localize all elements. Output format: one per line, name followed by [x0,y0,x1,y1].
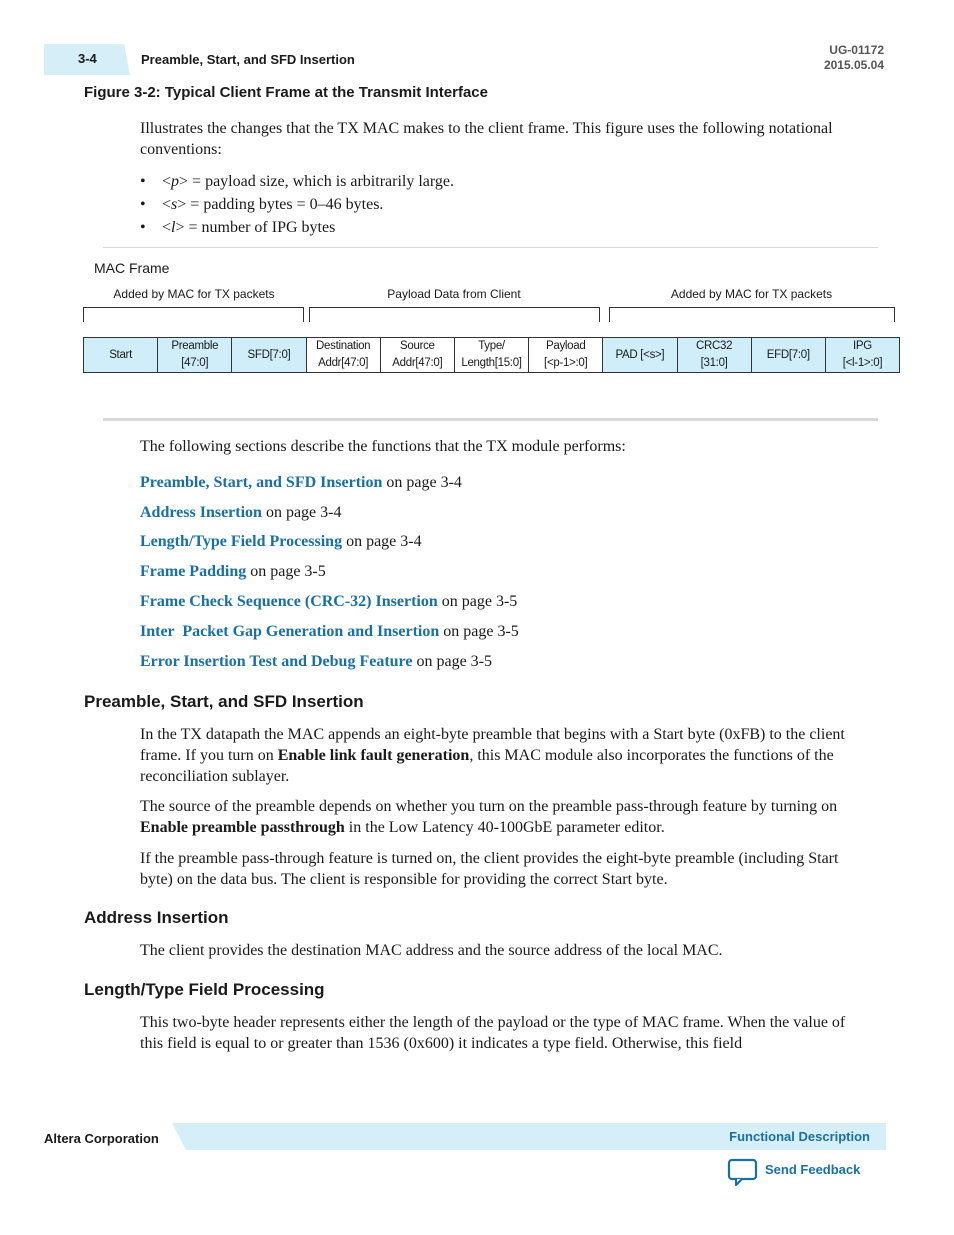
frame-field-crc32: CRC32 [31:0] [678,338,752,372]
frame-field-pad: PAD [<s>] [603,338,677,372]
frame-field-ipg: IPG [<l-1>:0] [826,338,899,372]
notation-item-p: • <p> = payload size, which is arbitrarily large. [140,170,454,193]
frame-field-sfd: SFD[7:0] [232,338,306,372]
link-crc32-insertion[interactable]: Frame Check Sequence (CRC-32) Insertion [140,593,438,610]
link-row-crc: Frame Check Sequence (CRC-32) Insertion on page 3-5 [140,593,518,610]
preamble-paragraph-2: The source of the preamble depends on whether you turn on the preamble pass-through feature by turning on Enable preamble passthrough in the Low Latency 40-100GbE parameter editor. [140,798,838,836]
link-error-insertion-test[interactable]: Error Insertion Test and Debug Feature [140,653,413,670]
footer-chapter-link[interactable]: Functional Description [729,1129,870,1144]
link-row-frame-padding: Frame Padding on page 3-5 [140,563,326,580]
frame-field-preamble: Preamble [47:0] [158,338,232,372]
footer-company: Altera Corporation [44,1131,159,1146]
frame-field-efd: EFD[7:0] [752,338,826,372]
feedback-speech-bubble-icon[interactable] [727,1158,759,1186]
group-bracket-mac-start [83,307,304,322]
link-address-insertion[interactable]: Address Insertion [140,504,262,521]
group-bracket-mac-end [609,307,895,322]
notation-item-s: • <s> = padding bytes = 0–46 bytes. [140,193,454,216]
figure-intro: Illustrates the changes that the TX MAC makes to the client frame. This figure uses the following notational conventions: [140,120,833,158]
heading-preamble-insertion: Preamble, Start, and SFD Insertion [84,692,364,711]
length-type-paragraph-1: This two-byte header represents either the length of the payload or the type of MAC frame. When the value of this field is equal to or greater than 1536 (0x600) it indicates a type field. Otherwise, this field [140,1014,846,1052]
link-ipg-generation[interactable]: Inter Packet Gap Generation and Insertion [140,623,440,640]
link-length-type-processing[interactable]: Length/Type Field Processing [140,533,343,550]
doc-id-block [824,43,884,73]
group-label-mac-start: Added by MAC for TX packets [113,287,275,301]
address-paragraph-1: The client provides the destination MAC address and the source address of the local MAC. [140,942,723,959]
mac-frame-row [83,337,900,373]
sections-intro: The following sections describe the functions that the TX module performs: [140,438,626,455]
page-number: 3-4 [78,51,97,66]
figure-top-rule [103,247,878,248]
frame-field-destination: Destination Addr[47:0] [307,338,381,372]
doc-date: 2015.05.04 [823,58,884,72]
link-row-length-type: Length/Type Field Processing on page 3-4 [140,533,422,550]
heading-address-insertion: Address Insertion [84,908,229,927]
running-header-title: Preamble, Start, and SFD Insertion [141,52,355,67]
link-frame-padding[interactable]: Frame Padding [140,563,247,580]
notation-list [140,170,454,239]
figure-bottom-rule [103,418,878,421]
heading-length-type: Length/Type Field Processing [84,980,325,999]
group-label-client: Payload Data from Client [387,287,521,301]
doc-id: UG-01172 [829,43,884,57]
send-feedback-link[interactable]: Send Feedback [765,1162,861,1177]
link-row-address: Address Insertion on page 3-4 [140,504,342,521]
link-row-ipg: Inter Packet Gap Generation and Insertion on page 3-5 [140,623,519,640]
link-row-error-insertion: Error Insertion Test and Debug Feature on page 3-5 [140,653,492,670]
notation-item-l: • <l> = number of IPG bytes [140,216,454,239]
frame-field-type-length: Type/ Length[15:0] [455,338,529,372]
diagram-caption: MAC Frame [94,260,170,276]
group-label-mac-end: Added by MAC for TX packets [670,287,833,301]
link-preamble-insertion[interactable]: Preamble, Start, and SFD Insertion [140,474,383,491]
frame-field-start: Start [84,338,158,372]
group-bracket-client [309,307,600,322]
figure-title: Figure 3-2: Typical Client Frame at the Transmit Interface [84,84,488,101]
preamble-paragraph-1: In the TX datapath the MAC appends an eight-byte preamble that begins with a Start byte (0xFB) to the client frame. If you turn on Enable link fault generation, this MAC module also incorporates the functions of the reconciliation sublayer. [140,726,845,785]
link-row-preamble: Preamble, Start, and SFD Insertion on page 3-4 [140,474,462,491]
frame-field-payload: Payload [<p-1>:0] [529,338,603,372]
frame-field-source: Source Addr[47:0] [381,338,455,372]
preamble-paragraph-3: If the preamble pass-through feature is turned on, the client provides the eight-byte preamble (including Start byte) on the data bus. The client is responsible for providing the correct Start byte. [140,850,839,888]
